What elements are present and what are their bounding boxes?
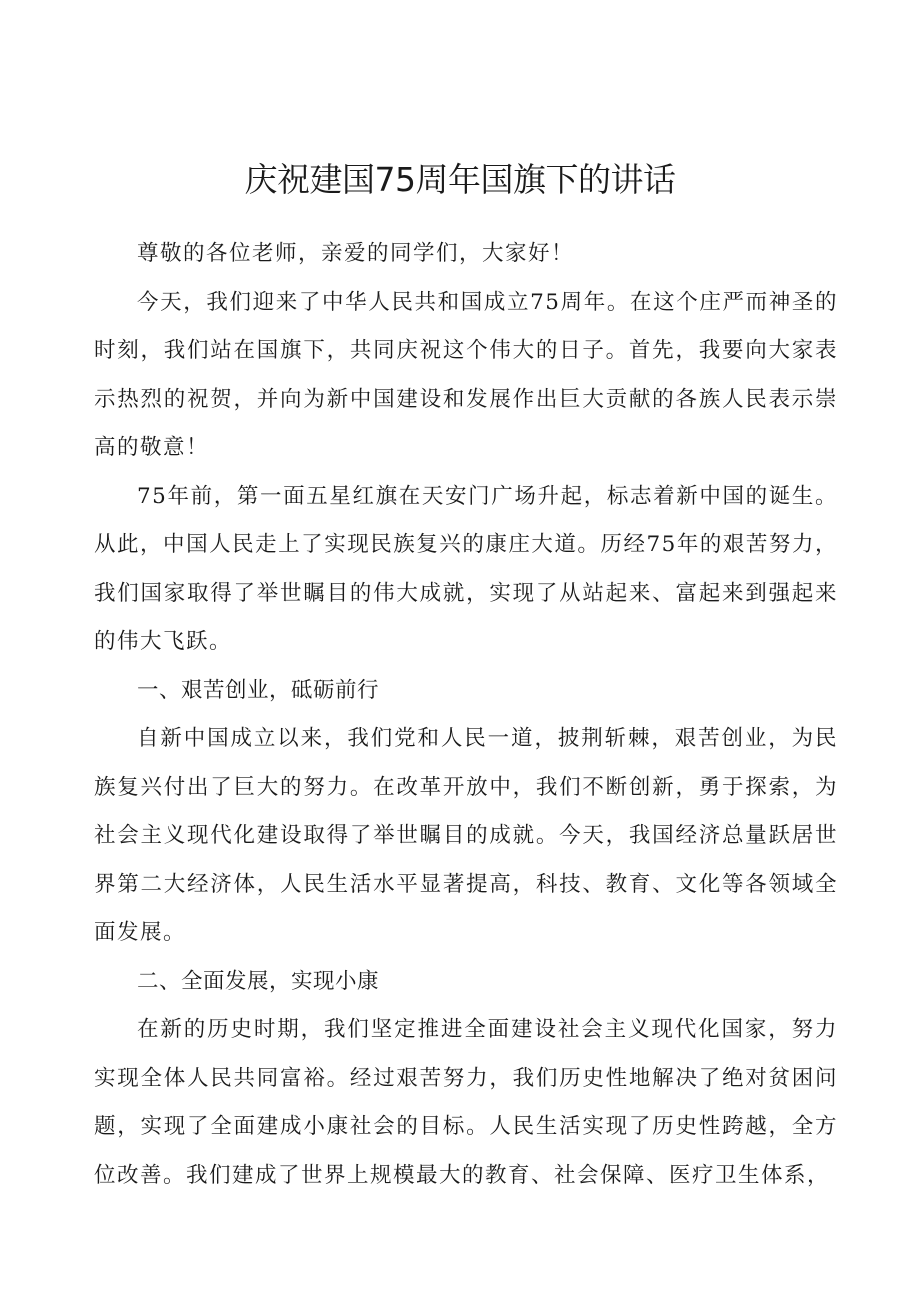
section-heading-1: 一、艰苦创业，砥砺前行	[137, 677, 380, 703]
section-1-paragraph: 自新中国成立以来，我们党和人民一道，披荆斩棘，艰苦创业，为民族复兴付出了巨大的努力。在改革开放中，我们不断创新，勇于探索，为社会主义现代化建设取得了举世瞩目的成就。今天，我国经济总量跃居世界第二大经济体，人民生活水平显著提高，科技、教育、文化等各领域全面发展。	[94, 726, 838, 945]
greeting-paragraph: 尊敬的各位老师，亲爱的同学们，大家好！	[137, 241, 575, 266]
opening-paragraph: 今天，我们迎来了中华人民共和国成立75周年。在这个庄严而神圣的时刻，我们站在国旗下，共同庆祝这个伟大的日子。首先，我要向大家表示热烈的祝贺，并向为新中国建设和发展作出巨大贡献的各族人民表示崇高的敬意！	[94, 289, 838, 460]
section-heading-2: 二、全面发展，实现小康	[137, 968, 380, 994]
document-body	[94, 230, 838, 1200]
section-2-paragraph: 在新的历史时期，我们坚定推进全面建设社会主义现代化国家，努力实现全体人民共同富裕。经过艰苦努力，我们历史性地解决了绝对贫困问题，实现了全面建成小康社会的目标。人民生活实现了历史性跨越，全方位改善。我们建成了世界上规模最大的教育、社会保障、医疗卫生体系，	[94, 1017, 838, 1188]
document-title: 庆祝建国75周年国旗下的讲话	[244, 160, 676, 199]
history-paragraph: 75年前，第一面五星红旗在天安门广场升起，标志着新中国的诞生。从此，中国人民走上了实现民族复兴的康庄大道。历经75年的艰苦努力，我们国家取得了举世瞩目的伟大成就，实现了从站起来、富起来到强起来的伟大飞跃。	[94, 483, 838, 654]
